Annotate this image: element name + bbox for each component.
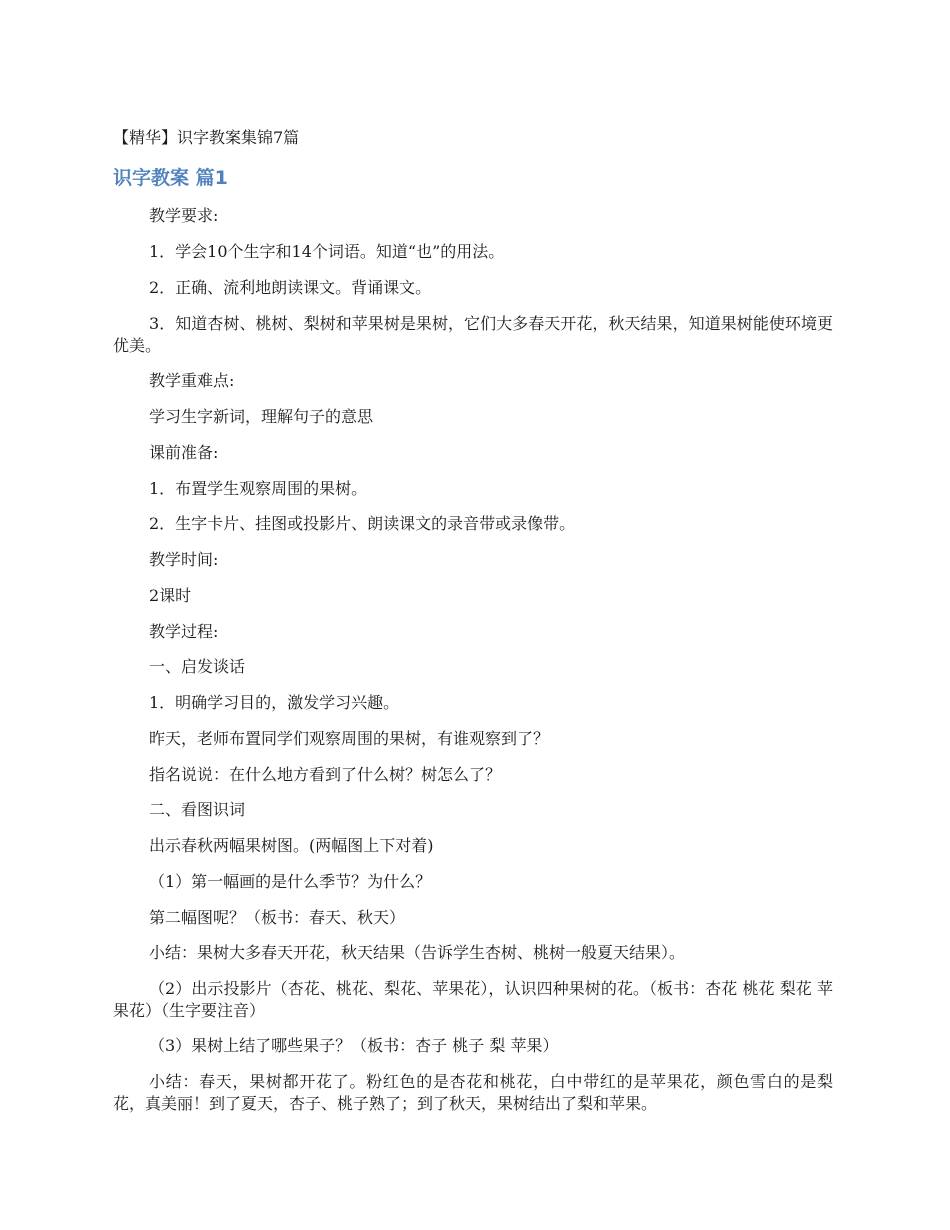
- paragraph-text: 2．正确、流利地朗读课文。背诵课文。: [149, 278, 432, 297]
- paragraph: [113, 205, 833, 227]
- paragraph: [113, 370, 833, 392]
- paragraph-text: 一、启发谈话: [149, 657, 246, 676]
- section-heading: 识字教案 篇1: [113, 167, 228, 189]
- paragraph-text: 出示春秋两幅果树图。(两幅图上下对着): [149, 836, 434, 855]
- paragraph: 小结：春天，果树都开花了。粉红色的是杏花和桃花，白中带红的是苹果花，颜色雪白的是梨花，真美丽！到了夏天，杏子、桃子熟了；到了秋天，果树结出了梨和苹果。: [113, 1072, 833, 1113]
- paragraph: [113, 277, 833, 299]
- paragraph: [113, 728, 833, 750]
- paragraph: [113, 656, 833, 678]
- paragraph-text: 教学时间:: [149, 550, 219, 569]
- paragraph: [113, 621, 833, 643]
- paragraph: [113, 1035, 833, 1057]
- paragraph: [113, 764, 833, 786]
- paragraph-text: 2课时: [149, 586, 192, 605]
- paragraph: [113, 585, 833, 607]
- paragraph: [113, 942, 833, 964]
- paragraph-text: 学习生字新词，理解句子的意思: [149, 407, 374, 426]
- paragraph-text: 课前准备:: [149, 443, 219, 462]
- paragraph: [113, 692, 833, 714]
- paragraph: [113, 478, 833, 500]
- paragraph: [113, 871, 833, 893]
- paragraph-text: 教学重难点:: [149, 371, 235, 390]
- paragraph-text: 1．明确学习目的，激发学习兴趣。: [149, 693, 400, 712]
- paragraph: [113, 513, 833, 535]
- paragraph-text: 指名说说：在什么地方看到了什么树？树怎么了？: [149, 765, 502, 784]
- paragraph-text: 二、看图识词: [149, 800, 246, 819]
- paragraph: [113, 907, 833, 929]
- paragraph-text: 小结：果树大多春天开花，秋天结果（告诉学生杏树、桃树一般夏天结果）。: [149, 943, 686, 962]
- paragraph-text: （1）第一幅画的是什么季节？为什么？: [149, 872, 432, 891]
- paragraph-text: 2．生字卡片、挂图或投影片、朗读课文的录音带或录像带。: [149, 514, 576, 533]
- paragraph: [113, 442, 833, 464]
- paragraph: [113, 549, 833, 571]
- paragraph: [113, 799, 833, 821]
- paragraph-text: 昨天，老师布置同学们观察周围的果树，有谁观察到了？: [149, 729, 550, 748]
- paragraph-text: （3）果树上结了哪些果子？（板书：杏子 桃子 梨 苹果）: [149, 1036, 559, 1055]
- paragraph: [113, 835, 833, 857]
- paragraph-text: 1．布置学生观察周围的果树。: [149, 479, 368, 498]
- paragraph-text: 教学过程:: [149, 622, 219, 641]
- paragraph: 3．知道杏树、桃树、梨树和苹果树是果树，它们大多春天开花，秋天结果，知道果树能使环境更优美。: [113, 314, 833, 355]
- document-title: 【精华】识字教案集锦7篇: [113, 128, 300, 147]
- paragraph-text: 教学要求:: [149, 206, 219, 225]
- paragraph-text: 1．学会10个生字和14个词语。知道“也”的用法。: [149, 242, 505, 261]
- paragraph-text: 第二幅图呢？（板书：春天、秋天）: [149, 908, 406, 927]
- paragraph: （2）出示投影片（杏花、桃花、梨花、苹果花），认识四种果树的花。（板书：杏花 桃花 梨花 苹果花）（生字要注音）: [113, 979, 833, 1020]
- paragraph: [113, 241, 833, 263]
- paragraph: [113, 406, 833, 428]
